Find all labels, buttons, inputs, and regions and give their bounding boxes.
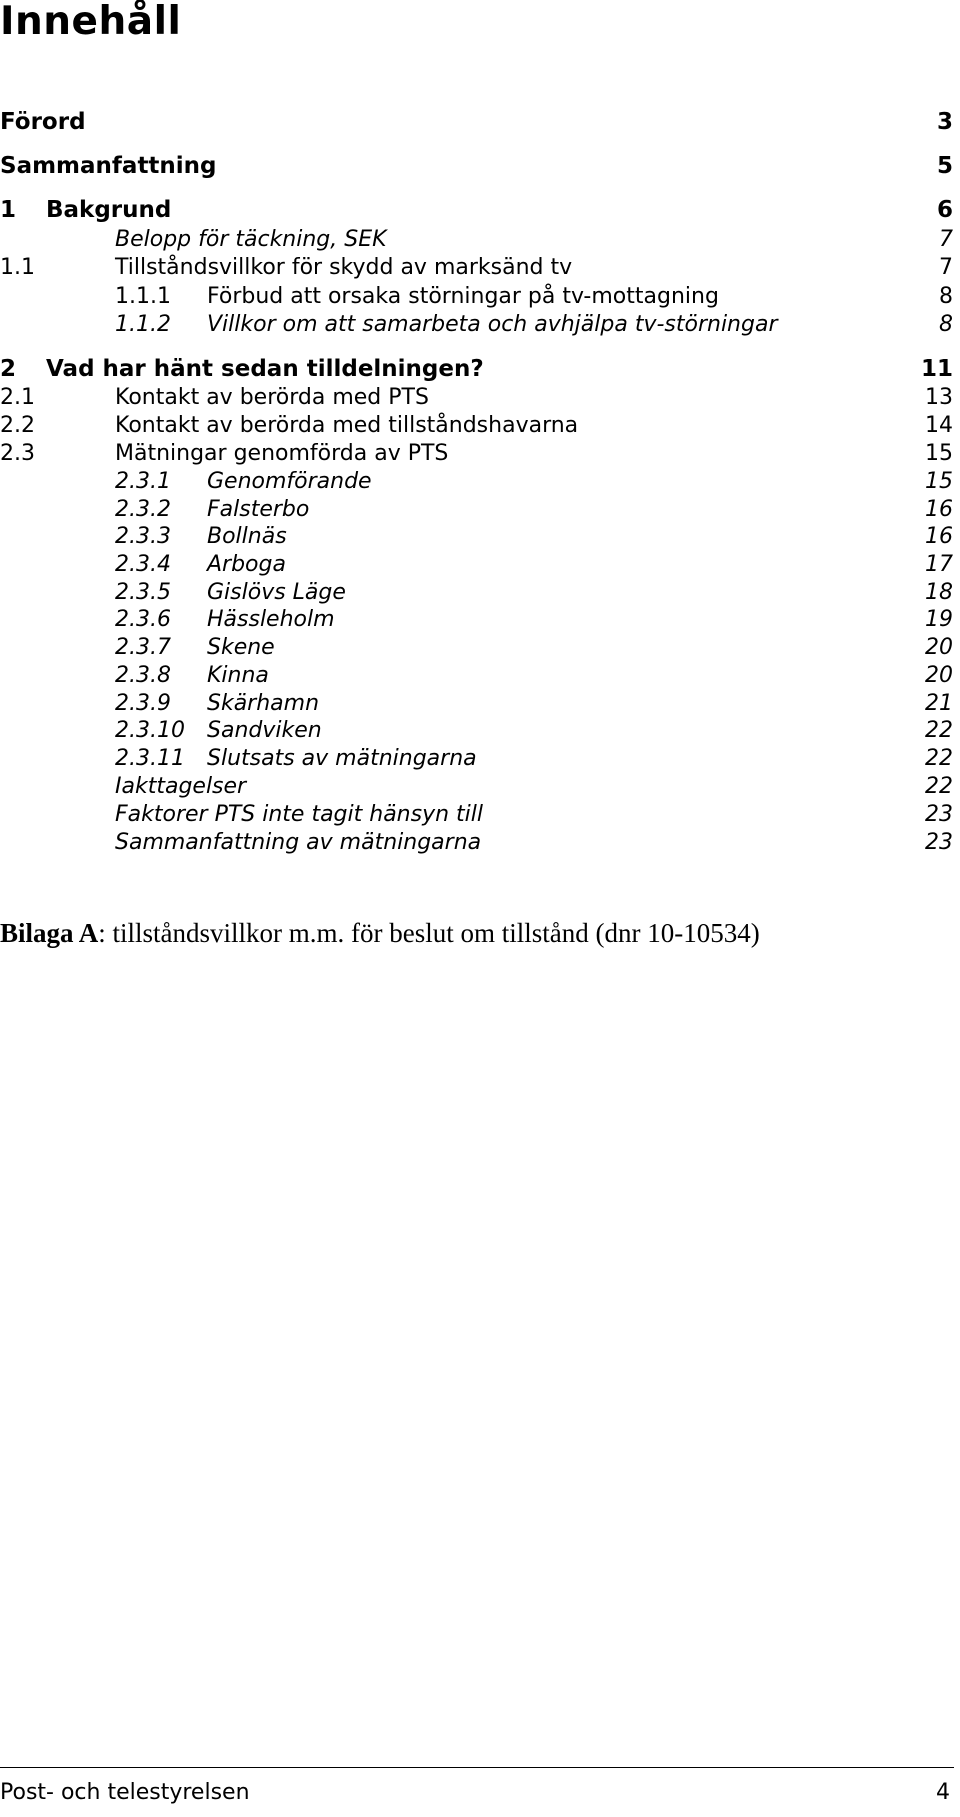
toc-entry-title: Iakttagelser [115, 774, 247, 799]
toc-entry-title: Vad har hänt sedan tilldelningen? [46, 356, 484, 382]
toc-entry-title: Kontakt av berörda med PTS [115, 385, 429, 410]
toc-entry-title: Tillståndsvillkor för skydd av marksänd tv [115, 255, 573, 280]
toc-entry[interactable] [0, 635, 953, 665]
toc-entry-page: 22 [925, 746, 953, 771]
toc-entry-title: Kontakt av berörda med tillståndshavarna [115, 413, 579, 438]
toc-entry[interactable] [0, 413, 953, 443]
toc-entry-title: Belopp för täckning, SEK [115, 227, 387, 252]
toc-entry-title: Skene [207, 635, 275, 660]
page-title: Innehåll [0, 0, 182, 44]
toc-entry-title: Villkor om att samarbeta och avhjälpa tv-störningar [207, 312, 778, 337]
toc-entry-page: 8 [939, 312, 953, 337]
toc-entry[interactable] [0, 227, 953, 257]
footer-publisher: Post- och telestyrelsen [0, 1780, 250, 1805]
toc-entry[interactable] [0, 497, 953, 527]
toc-entry-page: 20 [925, 635, 953, 660]
toc-entry-title: Mätningar genomförda av PTS [115, 441, 449, 466]
toc-entry-title: Genomförande [207, 469, 372, 494]
toc-entry[interactable] [0, 746, 953, 776]
toc-entry-page: 11 [920, 356, 953, 382]
toc-entry[interactable] [0, 718, 953, 748]
toc-entry-page: 23 [925, 830, 953, 855]
toc-entry[interactable] [0, 385, 953, 415]
toc-entry-number: 2.1 [0, 385, 35, 410]
toc-entry[interactable] [0, 552, 953, 582]
toc-entry-number: 2.3.4 [115, 552, 171, 577]
toc-entry-page: 17 [925, 552, 953, 577]
appendix-reference [0, 918, 760, 949]
toc-entry-title: Falsterbo [207, 497, 310, 522]
toc-entry-number: 2.3.10 [115, 718, 185, 743]
toc-entry-page: 16 [925, 497, 953, 522]
toc-entry-page: 20 [925, 663, 953, 688]
toc-entry-number: 1.1.2 [115, 312, 171, 337]
toc-entry[interactable] [0, 580, 953, 610]
toc-entry-number: 2.3.2 [115, 497, 171, 522]
toc-entry-title: Arboga [207, 552, 286, 577]
footer-page-number: 4 [936, 1780, 950, 1805]
toc-entry-title: Kinna [207, 663, 269, 688]
toc-entry-number: 2.3.5 [115, 580, 171, 605]
toc-entry[interactable] [0, 109, 953, 139]
toc-entry-page: 22 [925, 718, 953, 743]
page-footer [0, 1780, 954, 1806]
toc-entry-page: 16 [925, 524, 953, 549]
toc-entry[interactable] [0, 469, 953, 499]
toc-entry-page: 7 [939, 227, 953, 252]
toc-entry[interactable] [0, 356, 953, 386]
toc-entry[interactable] [0, 774, 953, 804]
toc-entry-number: 1 [0, 197, 17, 223]
toc-entry-page: 22 [925, 774, 953, 799]
toc-entry[interactable] [0, 830, 953, 860]
toc-entry-title: Skärhamn [207, 691, 320, 716]
toc-entry-title: Bollnäs [207, 524, 287, 549]
toc-entry-title: Bakgrund [46, 197, 172, 223]
toc-entry[interactable] [0, 663, 953, 693]
toc-entry-number: 1.1 [0, 255, 35, 280]
toc-entry-number: 2.3.1 [115, 469, 171, 494]
toc-entry-title: Hässleholm [207, 607, 335, 632]
toc-entry-page: 21 [925, 691, 953, 716]
toc-entry-number: 2.3.11 [115, 746, 185, 771]
toc-entry-page: 15 [925, 469, 953, 494]
toc-entry-title: Sandviken [207, 718, 322, 743]
table-of-contents [0, 0, 960, 900]
toc-entry[interactable] [0, 441, 953, 471]
toc-entry-page: 15 [925, 441, 953, 466]
toc-entry[interactable] [0, 607, 953, 637]
toc-entry[interactable] [0, 284, 953, 314]
toc-entry-page: 6 [936, 197, 953, 223]
toc-entry-number: 2.3.6 [115, 607, 171, 632]
toc-entry[interactable] [0, 802, 953, 832]
toc-entry-page: 7 [939, 255, 953, 280]
toc-entry-page: 19 [925, 607, 953, 632]
footer-divider [0, 1767, 954, 1768]
toc-entry-number: 2.2 [0, 413, 35, 438]
appendix-label: Bilaga A [0, 918, 99, 948]
toc-entry-page: 18 [925, 580, 953, 605]
toc-entry-page: 5 [936, 153, 953, 179]
toc-entry-title: Förord [0, 109, 86, 135]
appendix-text: : tillståndsvillkor m.m. för beslut om tillstånd (dnr 10-10534) [98, 918, 760, 948]
toc-entry-number: 2.3.3 [115, 524, 171, 549]
toc-entry-page: 13 [925, 385, 953, 410]
toc-entry[interactable] [0, 255, 953, 285]
toc-entry[interactable] [0, 312, 953, 342]
toc-entry-title: Förbud att orsaka störningar på tv-mottagning [207, 284, 719, 309]
toc-entry-number: 2 [0, 356, 17, 382]
toc-entry-title: Gislövs Läge [207, 580, 346, 605]
toc-entry-page: 14 [925, 413, 953, 438]
toc-entry-title: Sammanfattning av mätningarna [115, 830, 482, 855]
toc-entry[interactable] [0, 691, 953, 721]
toc-entry-number: 2.3.9 [115, 691, 171, 716]
toc-entry-page: 8 [939, 284, 953, 309]
toc-entry-page: 3 [936, 109, 953, 135]
toc-entry-page: 23 [925, 802, 953, 827]
toc-entry-title: Slutsats av mätningarna [207, 746, 477, 771]
toc-entry-title: Sammanfattning [0, 153, 217, 179]
toc-entry[interactable] [0, 197, 953, 227]
toc-entry[interactable] [0, 153, 953, 183]
toc-entry-title: Faktorer PTS inte tagit hänsyn till [115, 802, 484, 827]
toc-entry-number: 2.3.8 [115, 663, 171, 688]
toc-entry-number: 1.1.1 [115, 284, 171, 309]
toc-entry[interactable] [0, 524, 953, 554]
toc-entry-number: 2.3 [0, 441, 35, 466]
toc-entry-number: 2.3.7 [115, 635, 171, 660]
